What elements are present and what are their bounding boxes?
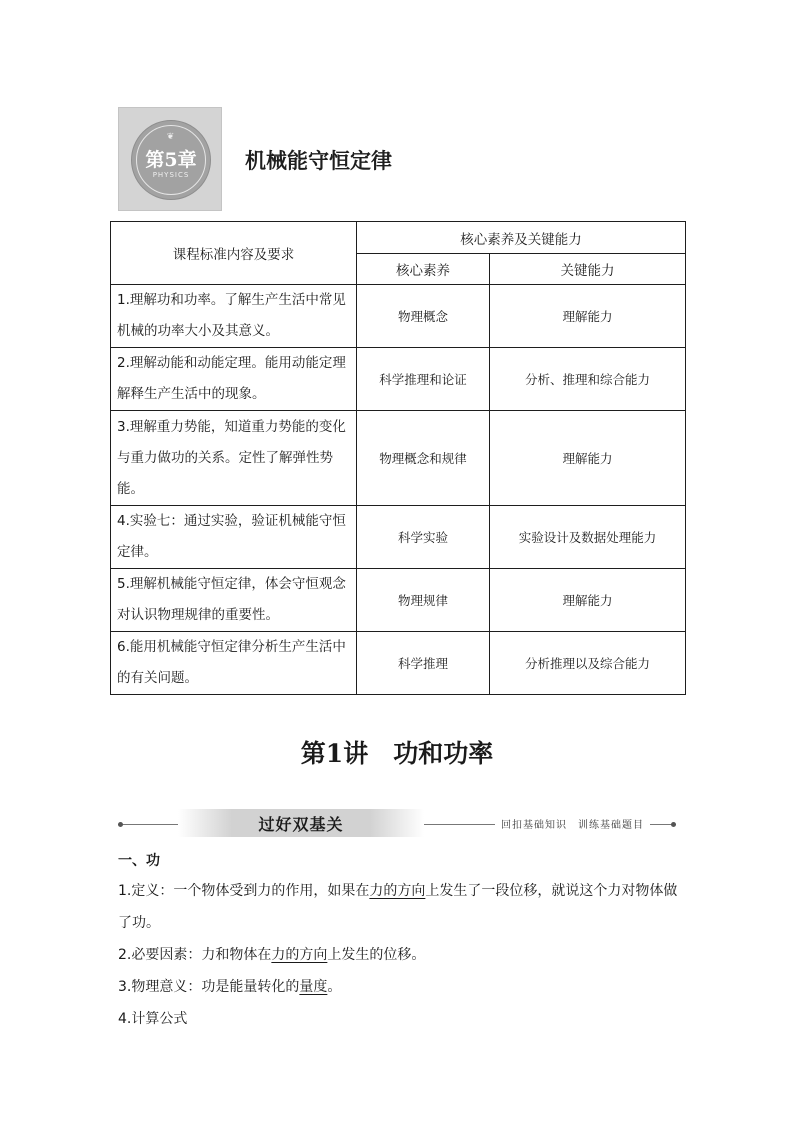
table-header-row — [111, 222, 686, 254]
header-requirements: 课程标准内容及要求 — [111, 222, 357, 285]
requirement-cell: 3.理解重力势能，知道重力势能的变化与重力做功的关系。定性了解弹性势能。 — [111, 411, 357, 506]
text-span: 。 — [327, 979, 342, 995]
literacy-cell: 物理概念 — [357, 285, 490, 348]
factors-paragraph — [118, 939, 688, 971]
banner-tab — [178, 809, 424, 837]
requirement-cell: 2.理解动能和动能定理。能用动能定理解释生产生活中的现象。 — [111, 348, 357, 411]
table-row — [111, 348, 686, 411]
ability-cell: 理解能力 — [490, 569, 686, 632]
banner-label: 过好双基关 — [258, 815, 344, 834]
table-row — [111, 632, 686, 695]
requirement-cell: 1.理解功和功率。了解生产生活中常见机械的功率大小及其意义。 — [111, 285, 357, 348]
banner-dot-left — [118, 822, 123, 827]
chapter-number: 第5章 — [145, 149, 197, 171]
text-span: 3.物理意义：功是能量转化的 — [118, 979, 300, 995]
chapter-badge — [118, 107, 222, 211]
curriculum-standards-table — [110, 221, 686, 695]
ability-cell: 分析、推理和综合能力 — [490, 348, 686, 411]
formula-paragraph: 4.计算公式 — [118, 1011, 188, 1027]
ability-cell: 实验设计及数据处理能力 — [490, 506, 686, 569]
underlined-term: 力的方向 — [369, 883, 426, 899]
header-core-literacy: 核心素养 — [357, 254, 490, 285]
banner-dot-right — [671, 822, 676, 827]
ability-cell: 理解能力 — [490, 411, 686, 506]
section-banner — [118, 809, 676, 837]
ability-cell: 分析推理以及综合能力 — [490, 632, 686, 695]
table-row — [111, 411, 686, 506]
header-core-and-key: 核心素养及关键能力 — [357, 222, 686, 254]
meaning-paragraph — [118, 971, 688, 1003]
table-row — [111, 285, 686, 348]
requirement-cell: 4.实验七：通过实验，验证机械能守恒定律。 — [111, 506, 357, 569]
table-row — [111, 506, 686, 569]
literacy-cell: 物理规律 — [357, 569, 490, 632]
underlined-term: 量度 — [299, 979, 328, 995]
section-heading: 一、功 — [118, 853, 160, 869]
literacy-cell: 物理概念和规律 — [357, 411, 490, 506]
text-span: 1.定义：一个物体受到力的作用，如果在 — [118, 883, 370, 899]
lesson-title: 第1讲 功和功率 — [300, 739, 494, 768]
requirement-cell: 6.能用机械能守恒定律分析生产生活中的有关问题。 — [111, 632, 357, 695]
text-span: 上发生的位移。 — [327, 947, 426, 963]
section-content — [118, 847, 688, 1035]
definition-paragraph — [118, 875, 688, 939]
ornament-icon: ❦ — [166, 132, 176, 142]
requirement-cell: 5.理解机械能守恒定律，体会守恒观念对认识物理规律的重要性。 — [111, 569, 357, 632]
chapter-title: 机械能守恒定律 — [245, 148, 392, 173]
text-span: 2.必要因素：力和物体在 — [118, 947, 272, 963]
text-span: 上发生了一段位移，就说这个力对物体做了功。 — [118, 883, 678, 931]
literacy-cell: 科学实验 — [357, 506, 490, 569]
chapter-badge-circle — [131, 120, 211, 200]
underlined-term: 力的方向 — [271, 947, 328, 963]
table-row — [111, 569, 686, 632]
ability-cell: 理解能力 — [490, 285, 686, 348]
chapter-badge-subtitle: PHYSICS — [152, 171, 190, 179]
header-key-ability: 关键能力 — [490, 254, 686, 285]
chapter-header — [118, 107, 538, 211]
banner-right-text: 回扣基础知识 训练基础题目 — [495, 816, 650, 831]
literacy-cell: 科学推理 — [357, 632, 490, 695]
literacy-cell: 科学推理和论证 — [357, 348, 490, 411]
